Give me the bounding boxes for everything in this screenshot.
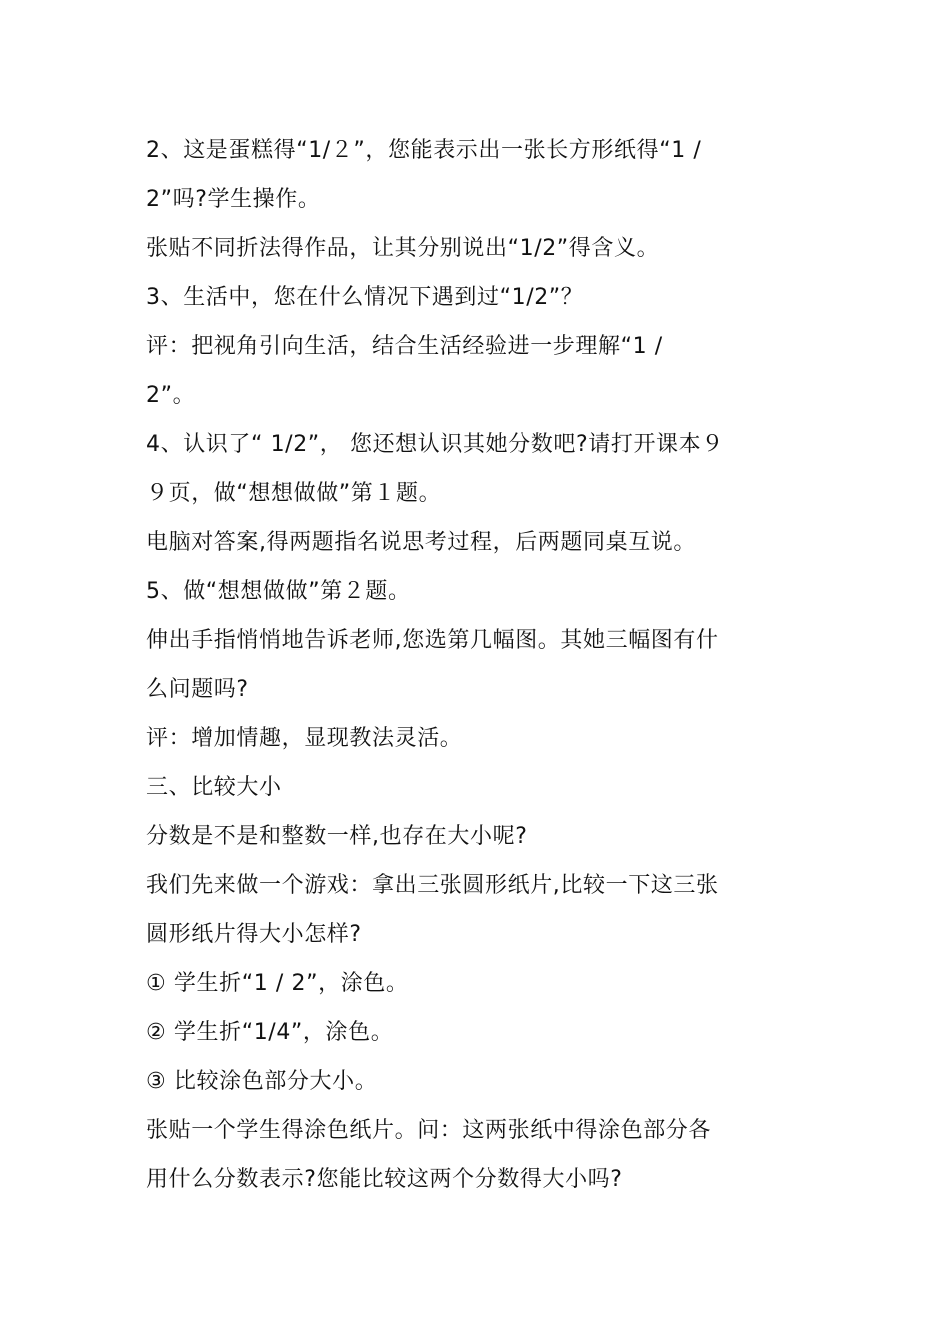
text-line: 电脑对答案,得两题指名说思考过程，后两题同桌互说。 <box>146 530 696 555</box>
text-line: 张贴一个学生得涂色纸片。问：这两张纸中得涂色部分各 <box>146 1118 712 1143</box>
text-line: 张贴不同折法得作品，让其分别说出“1/2”得含义。 <box>146 236 660 261</box>
text-line: 伸出手指悄悄地告诉老师,您选第几幅图。其她三幅图有什 <box>146 628 719 653</box>
text-line: 2”吗?学生操作。 <box>146 187 321 212</box>
section-heading: 三、比较大小 <box>146 775 282 800</box>
text-line: 5、做“想想做做”第２题。 <box>146 579 411 604</box>
list-item: ① 学生折“1 / 2”，涂色。 <box>146 971 409 996</box>
text-line: 评：把视角引向生活，结合生活经验进一步理解“1 / <box>146 334 663 359</box>
text-line: 圆形纸片得大小怎样? <box>146 922 362 947</box>
list-item: ③ 比较涂色部分大小。 <box>146 1069 378 1094</box>
text-line: 3、生活中，您在什么情况下遇到过“1/2”？ <box>146 285 584 310</box>
text-line: 2”。 <box>146 383 196 408</box>
text-line: 分数是不是和整数一样,也存在大小呢? <box>146 824 528 849</box>
document-body <box>146 126 806 1204</box>
text-line: 评：增加情趣，显现教法灵活。 <box>146 726 463 751</box>
text-line: 么问题吗? <box>146 677 249 702</box>
text-line: 4、认识了“ 1/2”， 您还想认识其她分数吧?请打开课本９ <box>146 432 724 457</box>
text-line: 2、这是蛋糕得“1/２”，您能表示出一张长方形纸得“1 / <box>146 138 702 163</box>
text-line: 用什么分数表示?您能比较这两个分数得大小吗? <box>146 1167 623 1192</box>
text-line: 我们先来做一个游戏：拿出三张圆形纸片,比较一下这三张 <box>146 873 719 898</box>
list-item: ② 学生折“1/4”，涂色。 <box>146 1020 394 1045</box>
text-line: ９页，做“想想做做”第１题。 <box>146 481 442 506</box>
